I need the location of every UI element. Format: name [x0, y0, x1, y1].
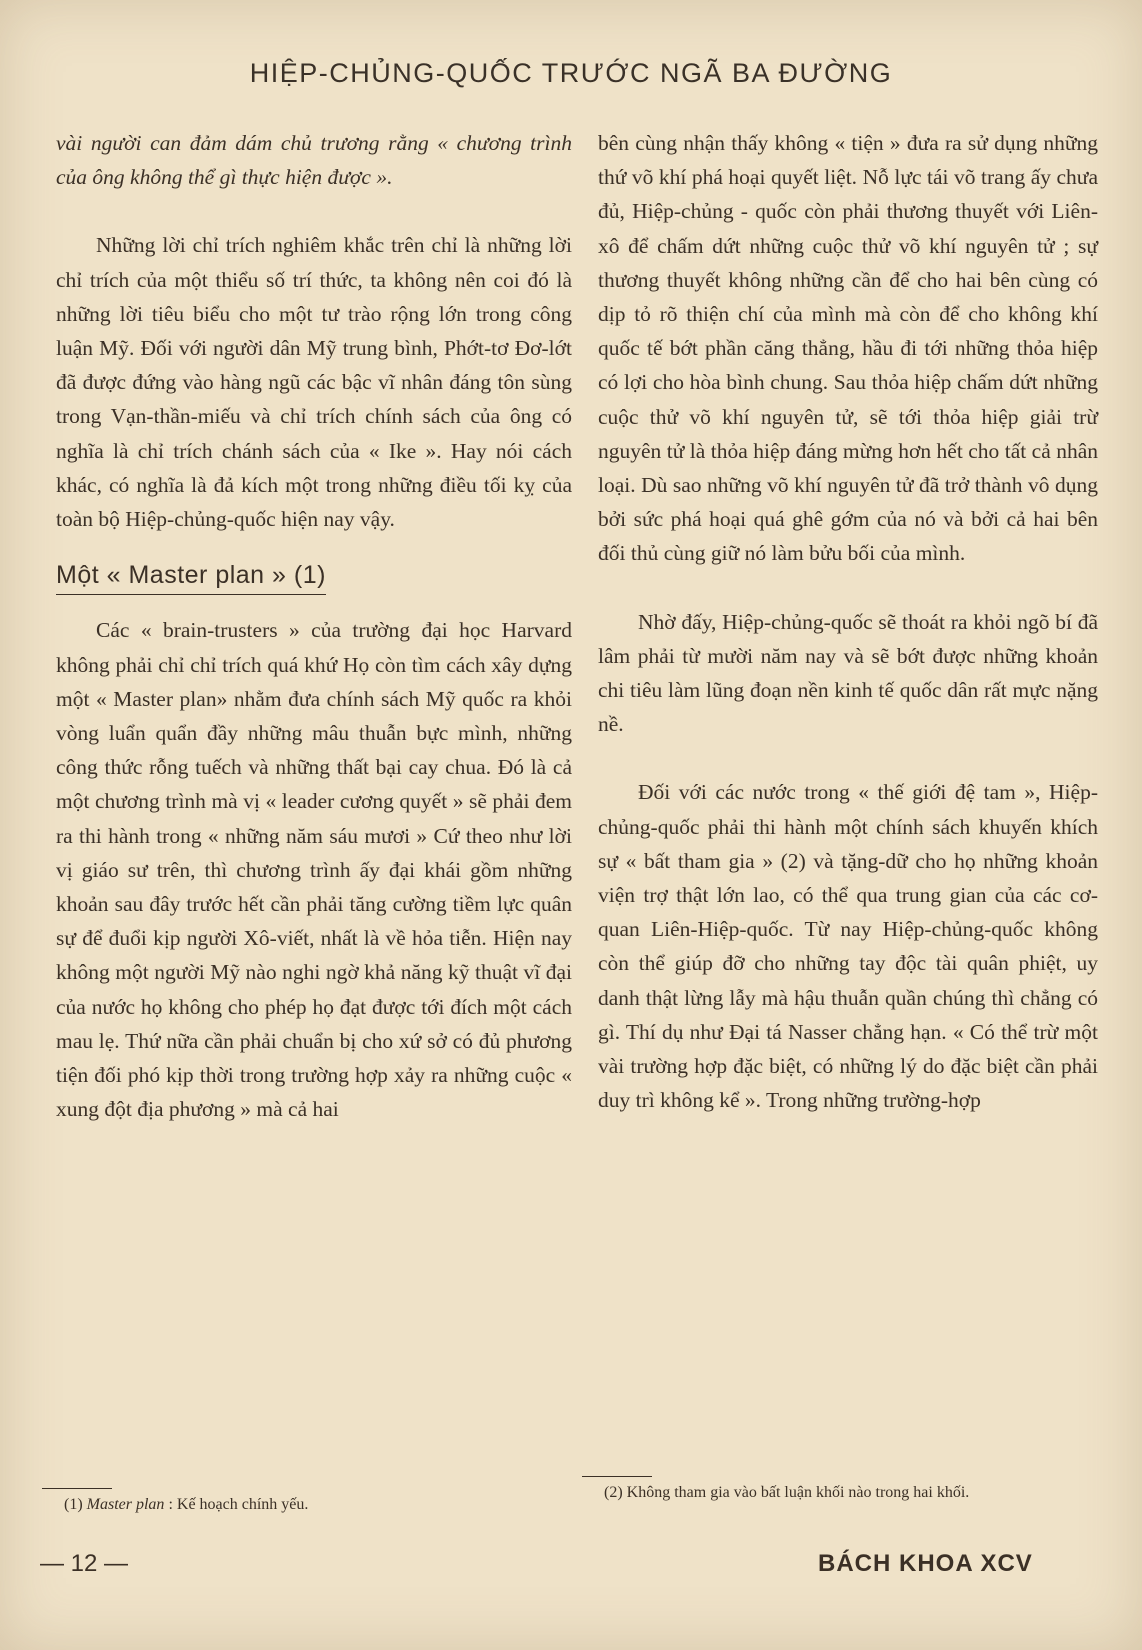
left-paragraph-1: Những lời chỉ trích nghiêm khắc trên chỉ là những lời chỉ trích của một thiểu số trí thức, ta không nên coi đó là những lời tiêu biểu cho một tư trào rộng lớn trong công luận Mỹ. Đối với người dân Mỹ trung bình, Phớt-tơ Đơ-lớt đã được đứng vào hàng ngũ các bậc vĩ nhân đáng tôn sùng trong Vạn-thần-miếu và chỉ trích chính sách của ông có nghĩa là chỉ trích chánh sách của « Ike ». Hay nói cách khác, có nghĩa là đả kích một trong những điều tối kỵ của toàn bộ Hiệp-chủng-quốc hiện nay vậy. [56, 233, 572, 532]
journal-name: BÁCH KHOA XCV [818, 1550, 1033, 1577]
right-paragraph-1: bên cùng nhận thấy không « tiện » đưa ra sử dụng những thứ võ khí phá hoại quyết liệt. Nỗ lực tái võ trang ấy chưa đủ, Hiệp-chủng - quốc còn phải thương thuyết với Liên-xô để chấm dứt những cuộc thử võ khí nguyên tử ; sự thương thuyết không những cần để cho hai bên cùng có dịp tỏ rõ thiện chí của mình mà còn để cho không khí quốc tế bớt phần căng thẳng, hầu đi tới những thỏa hiệp có lợi cho hòa bình chung. Sau thỏa hiệp chấm dứt những cuộc thử võ khí nguyên tử, sẽ tới thỏa hiệp giải trừ nguyên tử là thỏa hiệp đáng mừng hơn hết cho tất cả nhân loại. Dù sao những võ khí nguyên tử đã trở thành vô dụng bởi sức phá hoại quá ghê gớm của nó và bởi cả hai bên đối thủ cùng giữ nó làm bửu bối của mình. [598, 131, 1098, 566]
left-column [56, 126, 572, 1126]
italic-lead-paragraph: vài người can đảm dám chủ trương rằng « chương trình của ông không thể gì thực hiện được ». [56, 131, 572, 190]
left-footnote-rule [42, 1488, 112, 1489]
left-footnote-term: Master plan [86, 1496, 165, 1513]
left-footnote [64, 1494, 544, 1516]
left-footnote-text: : Kế hoạch chính yếu. [168, 1496, 309, 1513]
page-number: — 12 — [40, 1550, 129, 1577]
right-paragraph-2: Nhờ đấy, Hiệp-chủng-quốc sẽ thoát ra khỏi ngõ bí đã lâm phải từ mười năm nay và sẽ bớt được những khoản chi tiêu làm lũng đoạn nền kinh tế quốc dân rất mực nặng nề. [598, 609, 1098, 737]
right-footnote-rule [582, 1476, 652, 1477]
right-footnote-text: Không tham gia vào bất luận khối nào trong hai khối. [626, 1484, 970, 1501]
section-heading: Một « Master plan » (1) [56, 558, 326, 595]
right-footnote [604, 1482, 1074, 1504]
right-column [598, 126, 1098, 1117]
left-paragraph-2: Các « brain-trusters » của trường đại học Harvard không phải chỉ chỉ trích quá khứ Họ còn tìm cách xây dựng một « Master plan» nhằm đưa chính sách Mỹ quốc ra khỏi vòng luẩn quẩn đầy những mâu thuẫn bực mình, những công thức rỗng tuếch và những thất bại cay chua. Đó là cả một chương trình mà vị « leader cương quyết » sẽ phải đem ra thi hành trong « những năm sáu mươi » Cứ theo như lời vị giáo sư trên, thì chương trình ấy đại khái gồm những khoản sau đây trước hết cần phải tăng cường tiềm lực quân sự để đuổi kịp người Xô-viết, nhất là về hỏa tiễn. Hiện nay không một người Mỹ nào nghi ngờ khả năng kỹ thuật vĩ đại của nước họ không cho phép họ đạt được tới đích một cách mau lẹ. Thứ nữa cần phải chuẩn bị cho xứ sở có đủ phương tiện đối phó kịp thời trong trường hợp xảy ra những cuộc « xung đột địa phương » mà cả hai [56, 618, 572, 1122]
running-head: HIỆP-CHỦNG-QUỐC TRƯỚC NGÃ BA ĐƯỜNG [249, 58, 893, 88]
right-footnote-marker: (2) [604, 1484, 623, 1501]
right-paragraph-3: Đối với các nước trong « thế giới đệ tam », Hiệp-chủng-quốc phải thi hành một chính sách khuyến khích sự « bất tham gia » (2) và tặng-dữ cho họ những khoản viện trợ thật lớn lao, có thể qua trung gian của các cơ-quan Liên-Hiệp-quốc. Từ nay Hiệp-chủng-quốc không còn thể giúp đỡ cho những tay độc tài quân phiệt, uy danh thật lừng lẫy mà hậu thuẫn quần chúng thì chẳng có gì. Thí dụ như Đại tá Nasser chẳng hạn. « Có thể trừ một vài trường hợp đặc biệt, có những lý do đặc biệt cần phải duy trì không kể ». Trong những trường-hợp [598, 780, 1098, 1113]
left-footnote-marker: (1) [64, 1496, 83, 1513]
